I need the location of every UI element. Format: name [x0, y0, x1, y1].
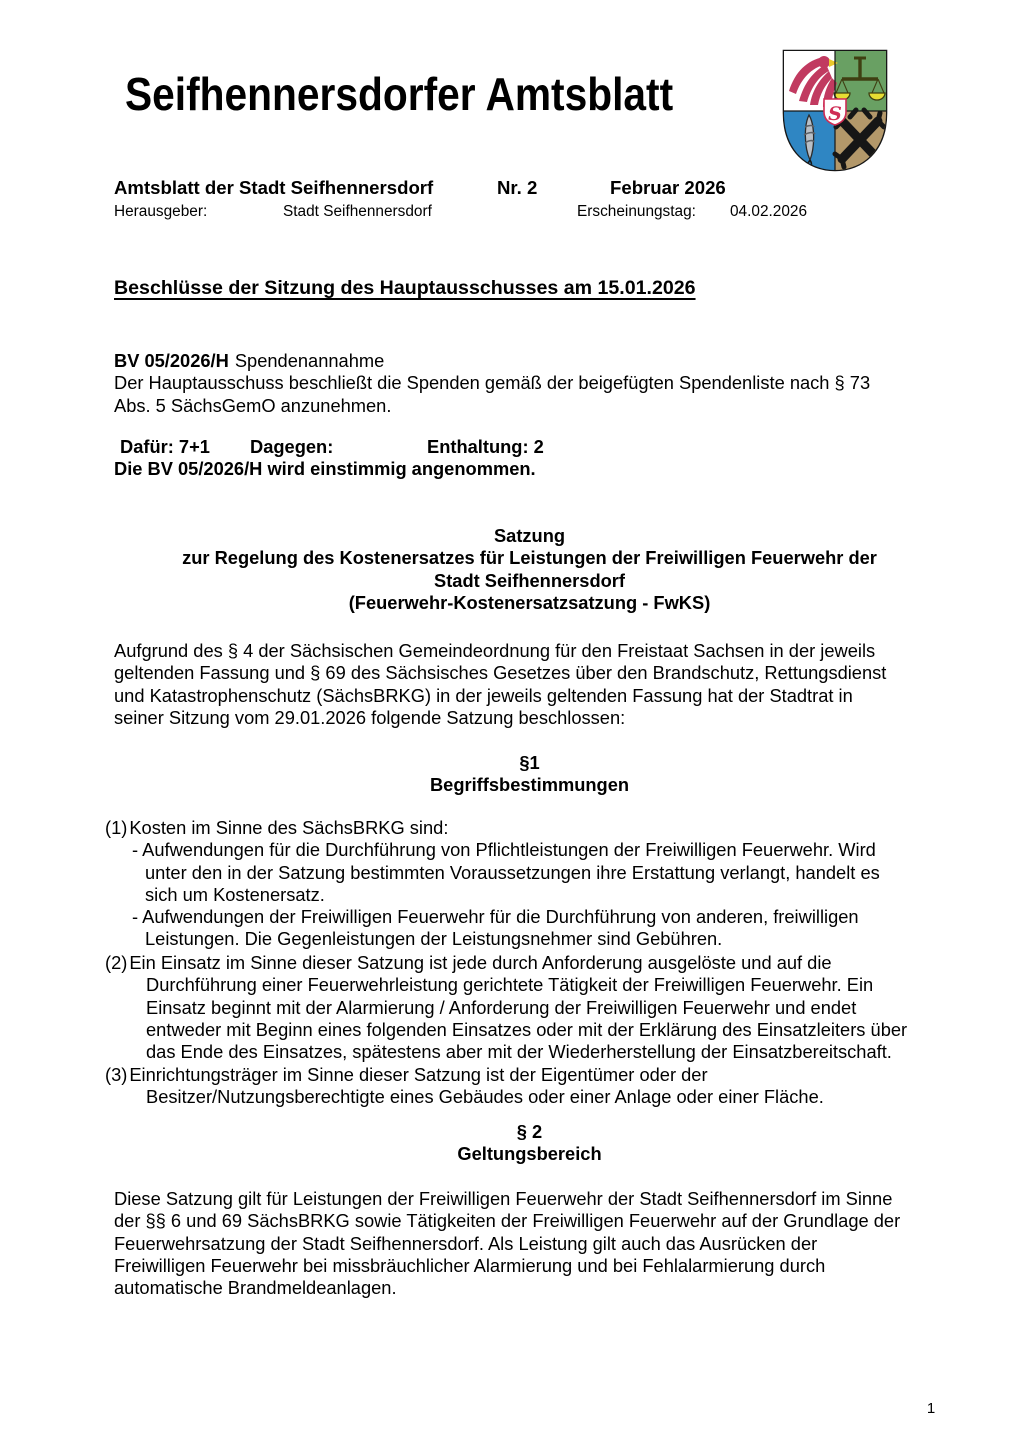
publication-date-label: Erscheinungstag: [577, 203, 696, 220]
text-line: seiner Sitzung vom 29.01.2026 folgende Satzung beschlossen: [114, 706, 626, 728]
item-number: (3) [105, 1064, 128, 1085]
center-s-shield-icon [824, 99, 846, 125]
text-line: und Katastrophenschutz (SächsBRKG) in der jeweils geltenden Fassung hat der Stadtrat in [114, 684, 853, 706]
text-line: Stadt Seifhennersdorf [434, 569, 625, 591]
text-line: automatische Brandmeldeanlagen. [114, 1277, 397, 1299]
item2-continuation [105, 974, 907, 1063]
item-text: Einrichtungsträger im Sinne dieser Satzung ist der Eigentümer oder der [129, 1064, 708, 1085]
text-line: sich um Kostenersatz. [145, 883, 325, 905]
item1-bullet-2: - Aufwendungen der Freiwilligen Feuerwehr für die Durchführung von anderen, freiwilligen [132, 906, 859, 928]
section1-item-3 [105, 1064, 824, 1109]
statute-title [113, 525, 946, 614]
text-line: (Feuerwehr-Kostenersatzsatzung - FwKS) [348, 591, 711, 613]
text-line: Freiwilligen Feuerwehr bei missbräuchlicher Alarmierung und bei Fehlalarmierung durch [114, 1254, 826, 1276]
resolutions-heading: Beschlüsse der Sitzung des Hauptausschusses am 15.01.2026 [114, 277, 696, 299]
issue-number: Nr. 2 [497, 177, 538, 198]
bv-text [114, 372, 870, 417]
issue-month: Februar 2026 [610, 177, 726, 198]
text-line: entweder mit Beginn eines folgenden Einsatzes oder mit der Erklärung des Einsatzleiters über [146, 1018, 908, 1040]
section1-title: Begriffsbestimmungen [429, 774, 630, 796]
text-line: Diese Satzung gilt für Leistungen der Freiwilligen Feuerwehr der Stadt Seifhennersdorf im Sinne [114, 1188, 893, 1209]
section1-item-1 [105, 817, 880, 951]
document-title: Seifhennersdorfer Amtsblatt [125, 68, 674, 120]
item-text: Kosten im Sinne des SächsBRKG sind: [129, 817, 449, 838]
item1-bullet-2-cont [105, 928, 880, 950]
item-number: (2) [105, 952, 128, 973]
resolution-bv [114, 350, 870, 417]
item-text: Ein Einsatz im Sinne dieser Satzung ist jede durch Anforderung ausgelöste und auf die [129, 952, 832, 973]
vote-result: Die BV 05/2026/H wird einstimmig angenommen. [114, 458, 536, 479]
text-line: Feuerwehrsatzung der Stadt Seifhennersdorf. Als Leistung gilt auch das Ausrücken der [114, 1232, 818, 1254]
text-line: Aufgrund des § 4 der Sächsischen Gemeindeordnung für den Freistaat Sachsen in der jeweils [114, 640, 876, 661]
svg-text:S: S [828, 103, 842, 125]
text-line: geltenden Fassung und § 69 des Sächsisches Gesetzes über den Brandschutz, Rettungsdienst [114, 662, 887, 684]
item-number: (1) [105, 817, 128, 838]
gazette-name: Amtsblatt der Stadt Seifhennersdorf [114, 177, 434, 198]
section2-title: Geltungsbereich [457, 1143, 602, 1165]
section1-item-2 [105, 952, 907, 1063]
text-line: zur Regelung des Kostenersatzes für Leistungen der Freiwilligen Feuerwehr der [182, 547, 877, 569]
publisher-label: Herausgeber: [114, 203, 208, 220]
item-first-line [105, 1064, 824, 1086]
section1-heading [113, 752, 946, 797]
text-line: Abs. 5 SächsGemO anzunehmen. [114, 394, 392, 416]
page-number: 1 [926, 1400, 936, 1417]
votes-abstention: Enthaltung: 2 [427, 436, 544, 457]
text-line: Einsatz beginnt mit der Alarmierung / Anforderung der Freiwilligen Feuerwehr und endet [146, 996, 857, 1018]
votes-against: Dagegen: [250, 436, 334, 457]
section2-number: § 2 [516, 1121, 543, 1142]
item1-bullet-1: - Aufwendungen für die Durchführung von Pflichtleistungen der Freiwilligen Feuerwehr. Wird [132, 839, 876, 861]
text-line: Satzung [493, 525, 566, 546]
item-first-line [105, 952, 907, 974]
bv-subject: Spendenannahme [234, 350, 385, 371]
item3-continuation [105, 1086, 824, 1108]
bv-title-line [114, 350, 870, 372]
text-line: Leistungen. Die Gegenleistungen der Leistungsnehmer sind Gebühren. [145, 928, 723, 950]
publisher-value: Stadt Seifhennersdorf [283, 203, 432, 220]
publication-date-value: 04.02.2026 [730, 203, 808, 220]
text-line: Durchführung einer Feuerwehrleistung gerichtete Tätigkeit der Freiwilligen Feuerwehr. Ein [146, 974, 874, 996]
text-line: der §§ 6 und 69 SächsBRKG sowie Tätigkeiten der Freiwilligen Feuerwehr auf der Grundlage der [114, 1210, 901, 1232]
bv-number: BV 05/2026/H [114, 350, 229, 371]
vote-tally [114, 436, 954, 459]
text-line: Besitzer/Nutzungsberechtigte eines Gebäudes oder einer Anlage oder einer Fläche. [146, 1086, 824, 1108]
statute-preamble [114, 640, 886, 729]
section1-number: §1 [519, 752, 540, 773]
coat-of-arms-icon [780, 47, 890, 174]
votes-for: Dafür: 7+1 [120, 436, 210, 457]
section2-body [114, 1188, 900, 1299]
city-coat-of-arms [780, 47, 890, 174]
text-line: Der Hauptausschuss beschließt die Spenden gemäß der beigefügten Spendenliste nach § 73 [114, 372, 871, 394]
section2-heading [113, 1121, 946, 1166]
text-line: das Ende des Einsatzes, spätestens aber mit der Wiederherstellung der Einsatzbereitschaft. [146, 1041, 892, 1063]
text-line: unter den in der Satzung bestimmten Voraussetzungen ihre Erstattung verlangt, handelt es [145, 861, 880, 883]
item1-bullet-1-cont [105, 862, 880, 907]
item-first-line [105, 817, 880, 839]
